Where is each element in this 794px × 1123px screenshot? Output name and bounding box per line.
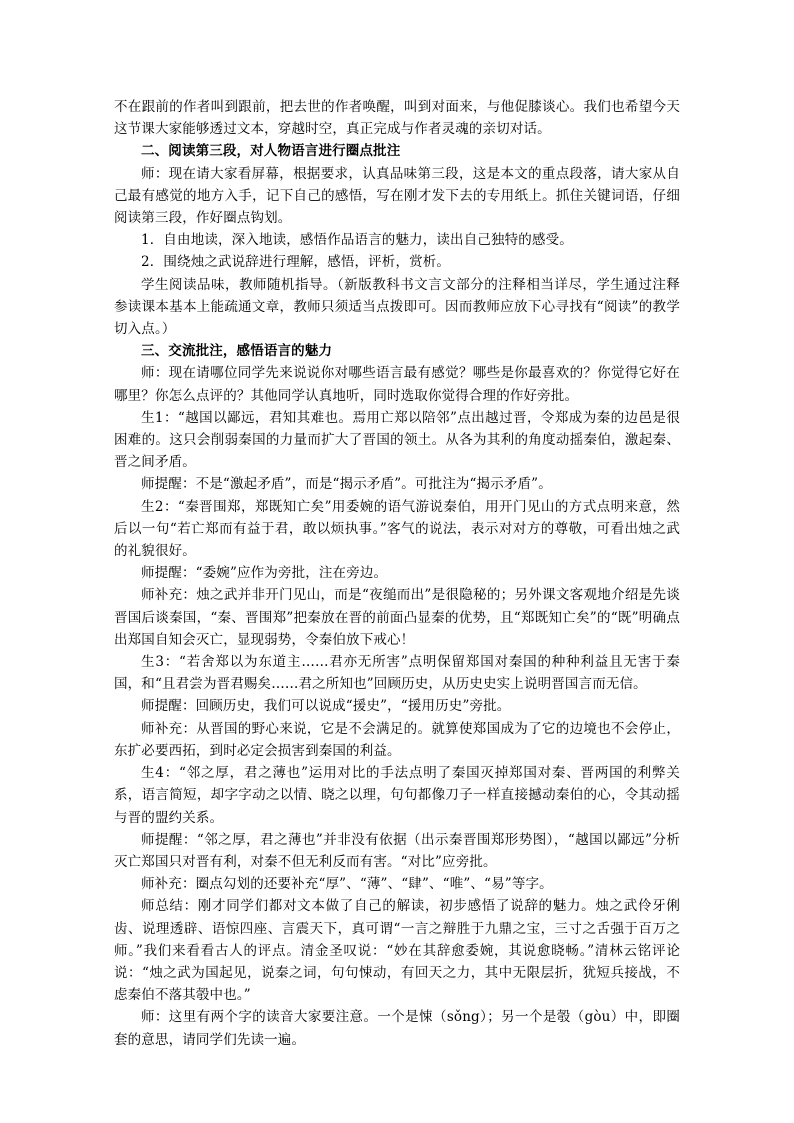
- requirement-item-2: 2．围绕烛之武说辞进行理解，感悟，评析，赏析。: [141, 254, 451, 271]
- student-4-paragraph: 生4：“邻之厚，君之薄也”运用对比的手法点明了秦国灭掉郑国对秦、晋两国的利弊关系，语言简短，却字字动之以情、晓之以理，句句都像刀子一样直接撼动秦伯的心，令其动摇与晋的盟约关系。: [114, 765, 680, 826]
- section-heading-3: 三、交流批注，感悟语言的魅力: [141, 343, 333, 360]
- student-3-paragraph: 生3：“若舍郑以为东道主……君亦无所害”点明保留郑国对秦国的种种利益且无害于秦国，和“且君尝为晋君赐矣……君之所知也”回顾历史，从历史史实上说明晋国言而无信。: [114, 654, 680, 693]
- teacher-supplement-1: 师补充：烛之武并非开门见山，而是“夜缒而出”是很隐秘的；另外课文客观地介绍是先谈晋国后谈秦国，“秦、晋围郑”把秦放在晋的前面凸显秦的优势，且“郑既知亡矣”的“既”明确点出郑国自知会灭亡，显现弱势，令秦伯放下戒心！: [114, 587, 680, 648]
- teacher-instruction-paragraph: 师：现在请大家看屏幕，根据要求，认真品味第三段，这是本文的重点段落，请大家从自己最有感觉的地方入手，记下自己的感悟，写在刚才发下去的专用纸上。抓住关键词语，仔细阅读第三段，作好圈点钩划。: [114, 165, 680, 227]
- paragraph-continuation: 不在跟前的作者叫到跟前，把去世的作者唤醒，叫到对面来，与他促膝谈心。我们也希望今天这节课大家能够透过文本，穿越时空，真正完成与作者灵魂的亲切对话。: [114, 99, 680, 138]
- teacher-summary-paragraph: 师总结：刚才同学们都对文本做了自己的解读，初步感悟了说辞的魅力。烛之武伶牙俐齿、说理透辟、语惊四座、言震天下，真可谓“一言之辩胜于九鼎之宝，三寸之舌强于百万之师。”我们来看看古人的评点。清金圣叹说：“妙在其辞愈委婉，其说愈晓畅。”清林云铭评论说：“烛之武为国起见，说秦之词，句句悚动，有回天之力，其中无限层折，犹短兵接战，不虑秦伯不落其彀中也。”: [114, 898, 680, 1004]
- teacher-reminder-4: 师提醒：“邻之厚，君之薄也”并非没有依据（出示秦晋围郑形势图），“越国以鄙远”分析灭亡郑国只对晋有利，对秦不但无利反而有害。“对比”应旁批。: [114, 831, 680, 870]
- teacher-supplement-2: 师补充：从晋国的野心来说，它是不会满足的。就算使郑国成为了它的边境也不会停止，东扩必要西拓，到时必定会损害到秦国的利益。: [114, 720, 680, 759]
- teacher-supplement-3: 师补充：圈点勾划的还要补充“厚”、“薄”、“肆”、“唯”、“易”等字。: [141, 876, 553, 893]
- document-page: [114, 96, 680, 1051]
- section-heading-2: 二、阅读第三段，对人物语言进行圈点批注: [141, 143, 401, 160]
- teacher-reminder-1: 师提醒：不是“激起矛盾”，而是“揭示矛盾”。可批注为“揭示矛盾”。: [141, 476, 552, 493]
- student-reading-paragraph: 学生阅读品味，教师随机指导。（新版教科书文言文部分的注释相当详尽，学生通过注释参读课本基本上能疏通文章，教师只须适当点拨即可。因而教师应放下心寻找有“阅读”的教学切入点。）: [114, 276, 680, 338]
- teacher-question-paragraph: 师：现在请哪位同学先来说说你对哪些语言最有感觉？哪些是你最喜欢的？你觉得它好在哪里？你怎么点评的？其他同学认真地听，同时选取你觉得合理的作好旁批。: [114, 365, 680, 404]
- teacher-pronunciation-paragraph: 师：这里有两个字的读音大家要注意。一个是悚（sǒng）；另一个是彀（gòu）中，即圈套的意思，请同学们先读一遍。: [114, 1009, 680, 1048]
- requirement-item-1: 1．自由地读，深入地读，感悟作品语言的魅力，读出自己独特的感受。: [141, 232, 573, 249]
- student-1-paragraph: 生1：“越国以鄙远，君知其难也。焉用亡郑以陪邻”点出越过晋，令郑成为秦的边邑是很困难的。这只会削弱秦国的力量而扩大了晋国的领土。从各为其利的角度动摇秦伯，激起秦、晋之间矛盾。: [114, 409, 680, 471]
- student-2-paragraph: 生2：“秦晋围郑，郑既知亡矣”用委婉的语气游说秦伯，用开门见山的方式点明来意，然后以一句“若亡郑而有益于君，敢以烦执事。”客气的说法，表示对对方的尊敬，可看出烛之武的礼貌很好。: [114, 498, 680, 560]
- teacher-reminder-3: 师提醒：回顾历史，我们可以说成“援史”，“援用历史”旁批。: [141, 698, 511, 715]
- teacher-reminder-2: 师提醒：“委婉”应作为旁批，注在旁边。: [141, 565, 388, 582]
